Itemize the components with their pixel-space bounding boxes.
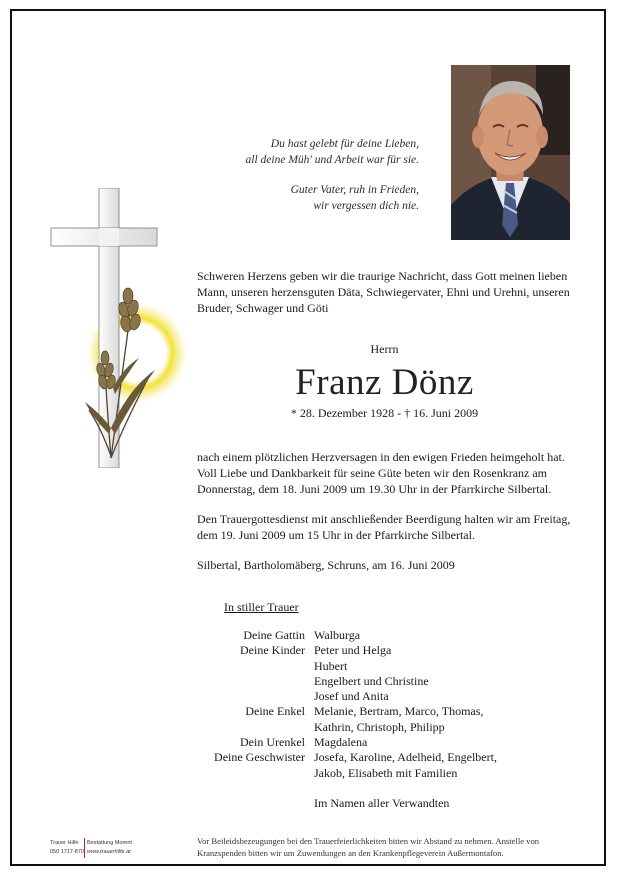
family-names: Melanie, Bertram, Marco, Thomas, <box>314 704 484 719</box>
family-names: Jakob, Elisabeth mit Familien <box>314 765 458 780</box>
family-relation <box>160 659 314 674</box>
announcement-paragraph: Den Trauergottesdienst mit anschließender Beerdigung halten wir am Freitag, dem 19. Juni 2009 um 15 Uhr in der Pfarrkirche Silbertal. <box>197 512 571 542</box>
motto-line: Du hast gelebt für deine Lieben, <box>270 138 419 150</box>
family-relation: Deine Gattin <box>243 628 305 642</box>
family-names: Josefa, Karoline, Adelheid, Engelbert, <box>314 750 497 765</box>
family-names: Hubert <box>314 658 348 673</box>
intro-text: Schweren Herzens geben wir die traurige Nachricht, dass Gott meinen lieben Mann, unseren herzensguten Däta, Schwiegervater, Ehni und Urehni, unseren Bruder, Schwager und Göti <box>197 269 570 315</box>
family-relation: Deine Geschwister <box>214 750 305 765</box>
portrait-photo <box>451 65 570 240</box>
family-relation: Deine Kinder <box>240 643 305 658</box>
logo-right-top: Bestattung Morent <box>87 840 132 846</box>
family-list <box>160 628 560 781</box>
family-row <box>160 720 560 735</box>
deceased-name: Franz Dönz <box>295 362 474 403</box>
closing-line: Im Namen aller Verwandten <box>314 796 450 810</box>
family-row <box>160 766 560 781</box>
logo-right-bottom: www.trauerhilfe.at <box>87 849 131 855</box>
family-row <box>160 643 560 658</box>
family-row <box>160 689 560 704</box>
motto-line: wir vergessen dich nie. <box>313 199 419 212</box>
family-names: Walburga <box>314 628 361 642</box>
family-row <box>160 628 560 643</box>
family-relation <box>160 766 314 781</box>
family-relation <box>160 674 314 689</box>
funeral-home-logo <box>50 838 150 860</box>
announcement-paragraph: nach einem plötzlichen Herzversagen in den ewigen Frieden heimgeholt hat. Voll Liebe und Dankbarkeit für seine Güte beten wir den Rosenkranz am Donnerstag, dem 18. Juni 2009 um 19.30 Uhr in der Pfarrkirche Silbertal. <box>197 450 565 496</box>
family-names: Magdalena <box>314 735 368 750</box>
family-relation <box>160 689 314 704</box>
family-row <box>160 750 560 765</box>
footer-note: Vor Beileidsbezeugungen bei den Trauerfeierlichkeiten bitten wir Abstand zu nehmen. Anstelle von Kranzspenden bitten wir um Zuwendungen an den Krankenpflegeverein Außermontafon. <box>197 836 540 858</box>
family-relation <box>160 720 314 735</box>
motto-line: all deine Müh' und Arbeit war für sie. <box>245 153 419 166</box>
motto-line: Guter Vater, ruh in Frieden, <box>290 184 419 196</box>
cross-illustration <box>49 188 194 468</box>
family-relation: Dein Urenkel <box>240 735 305 750</box>
family-names: Peter und Helga <box>314 643 392 658</box>
salutation: Herrn <box>370 342 399 356</box>
mourning-heading: In stiller Trauer <box>224 600 299 614</box>
family-names: Josef und Anita <box>314 689 389 704</box>
family-names: Engelbert und Christine <box>314 673 429 688</box>
announcement-body <box>197 449 572 587</box>
family-row <box>160 735 560 750</box>
family-names: Kathrin, Christoph, Philipp <box>314 719 445 734</box>
family-relation: Deine Enkel <box>245 704 305 719</box>
family-row <box>160 704 560 719</box>
logo-divider <box>84 838 85 858</box>
family-row <box>160 674 560 689</box>
logo-left-top: Trauer Hilfe <box>50 840 79 846</box>
place-date-line: Silbertal, Bartholomäberg, Schruns, am 16. Juni 2009 <box>197 558 455 572</box>
family-row <box>160 659 560 674</box>
logo-left-bottom: 050 1717-870 <box>50 849 84 855</box>
life-dates: * 28. Dezember 1928 - † 16. Juni 2009 <box>290 406 479 420</box>
